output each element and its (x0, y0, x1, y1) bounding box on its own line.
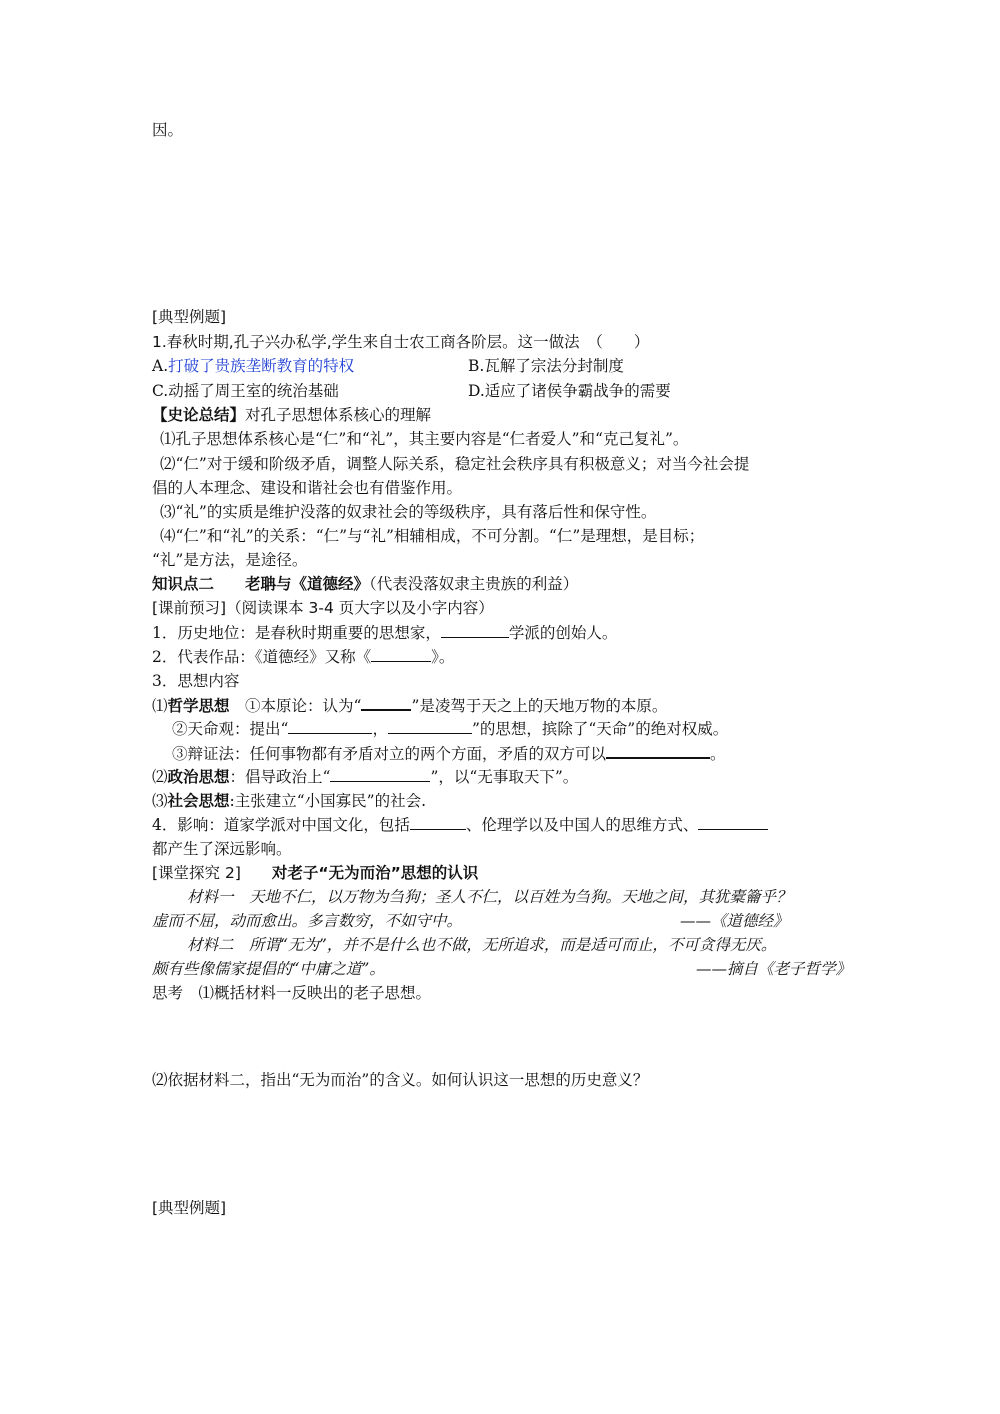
option-a-text: 打破了贵族垄断教育的特权 (168, 357, 355, 375)
summary-title-bold: 【史论总结】 (152, 405, 246, 424)
explore-heading-b: 对老子“无为而治”思想的认识 (240, 864, 479, 882)
summary-p3: ⑶“礼”的实质是维护没落的奴隶社会的等级秩序，具有落后性和保守性。 (160, 503, 657, 521)
summary-p4b: “礼”是方法，是途径。 (152, 551, 308, 569)
summary-p4a: ⑷“仁”和“礼”的关系：“仁”与“礼”相辅相成，不可分割。“仁”是理想，是目标； (160, 527, 705, 545)
summary-p2b: 倡的人本理念、建设和谐社会也有借鉴作用。 (152, 479, 463, 497)
pol-post: ”，以“无事取天下”。 (430, 768, 579, 786)
blank-influence-2[interactable] (698, 815, 768, 830)
dia-post: 。 (710, 745, 726, 763)
material-2b: 颇有些像儒家提倡的“中庸之道”。 (152, 960, 385, 978)
pol-label: ⑵ (152, 768, 168, 786)
dia-pre: ③辩证法：任何事物都有矛盾对立的两个方面，矛盾的双方可以 (172, 745, 607, 763)
dialectic-line (172, 743, 726, 764)
continuation-text: 因。 (152, 121, 184, 139)
item2-post: 》。 (431, 648, 455, 666)
material-2-source: ——摘自《老子哲学》 (696, 960, 852, 978)
preview-heading: [课前预习]（阅读课本 3-4 页大字以及小字内容） (152, 599, 494, 617)
blank-dialectic[interactable] (606, 743, 710, 759)
soc-text: :主张建立“小国寡民”的社会. (229, 792, 427, 810)
summary-p1: ⑴孔子思想体系核心是“仁”和“礼”，其主要内容是“仁者爱人”和“克己复礼”。 (160, 430, 689, 448)
pol-bold: 政治思想 (167, 768, 230, 786)
preview-item-3: 3．思想内容 (152, 672, 240, 690)
fate-pre: ②天命观：提出“ (172, 720, 289, 738)
summary-p2a: ⑵“仁”对于缓和阶级矛盾，调整人际关系，稳定社会秩序具有积极意义；对当今社会提 (160, 455, 750, 473)
knowledge-point-2 (152, 574, 578, 594)
option-d: D.适应了诸侯争霸战争的需要 (468, 382, 671, 400)
example-heading-1: [典型例题] (152, 308, 227, 326)
think-question-2: ⑵依据材料二，指出“无为而治”的含义。如何认识这一思想的历史意义？ (152, 1071, 649, 1089)
option-b: B.瓦解了宗法分封制度 (468, 357, 624, 375)
i4a-mid: 、伦理学以及中国人的思维方式、 (465, 816, 699, 834)
example-heading-2: [典型例题] (152, 1199, 227, 1217)
politics-line (152, 767, 578, 787)
preview-item-1 (152, 623, 617, 643)
option-c: C.动摇了周王室的统治基础 (152, 382, 339, 400)
kp2-title: 知识点二 老聃与《道德经》 (152, 575, 370, 593)
summary-title-rest: 对孔子思想体系核心的理解 (245, 406, 432, 424)
fate-line (172, 719, 728, 739)
option-a-prefix: A. (152, 357, 169, 375)
pol-pre: ：倡导政治上“ (229, 768, 331, 786)
item1-pre: 1．历史地位：是春秋时期重要的思想家， (152, 624, 441, 642)
summary-title (152, 405, 431, 425)
blank-influence-1[interactable] (410, 815, 466, 830)
think-question-1: 思考 ⑴概括材料一反映出的老子思想。 (152, 984, 432, 1002)
material-2a: 材料二 所谓“无为”，并不是什么也不做，无所追求，而是适可而止，不可贪得无厌。 (187, 936, 777, 954)
explore-heading-a: [课堂探究 2] (152, 864, 241, 882)
philosophy-line (152, 695, 667, 716)
blank-school[interactable] (441, 623, 509, 638)
influence-line-a (152, 815, 768, 835)
blank-origin[interactable] (361, 695, 411, 711)
phil-label: ⑴ (152, 697, 168, 715)
blank-fate-2[interactable] (388, 719, 472, 734)
item1-post: 学派的创始人。 (508, 624, 618, 642)
blank-alias[interactable] (371, 647, 431, 662)
fate-post: ”的思想，摈除了“天命”的绝对权威。 (471, 720, 729, 738)
soc-bold: 社会思想 (167, 792, 230, 810)
material-1b: 虚而不屈，动而愈出。多言数穷，不如守中。 (152, 912, 463, 930)
explore-heading (152, 863, 478, 883)
influence-line-b: 都产生了深远影响。 (152, 840, 292, 858)
society-line (152, 791, 426, 811)
phil-pre: ①本原论：认为“ (229, 697, 362, 715)
phil-bold: 哲学思想 (167, 697, 230, 715)
item2-pre: 2．代表作品：《道德经》又称《 (152, 648, 372, 666)
soc-label: ⑶ (152, 792, 168, 810)
preview-item-2 (152, 647, 454, 667)
phil-post: ”是凌驾于天之上的天地万物的本原。 (411, 697, 668, 715)
blank-fate-1[interactable] (288, 719, 372, 734)
option-a (152, 356, 354, 376)
question-1: 1.春秋时期,孔子兴办私学,学生来自士农工商各阶层。这一做法 （ ） (152, 333, 650, 351)
fate-mid: ， (372, 720, 388, 738)
material-1a: 材料一 天地不仁，以万物为刍狗；圣人不仁，以百姓为刍狗。天地之间，其犹橐籥乎？ (187, 888, 792, 906)
kp2-note: （代表没落奴隶主贵族的利益） (369, 575, 579, 593)
material-1-source: ——《道德经》 (680, 912, 789, 930)
i4a-pre: 4．影响：道家学派对中国文化，包括 (152, 816, 410, 834)
blank-politics[interactable] (330, 767, 430, 782)
